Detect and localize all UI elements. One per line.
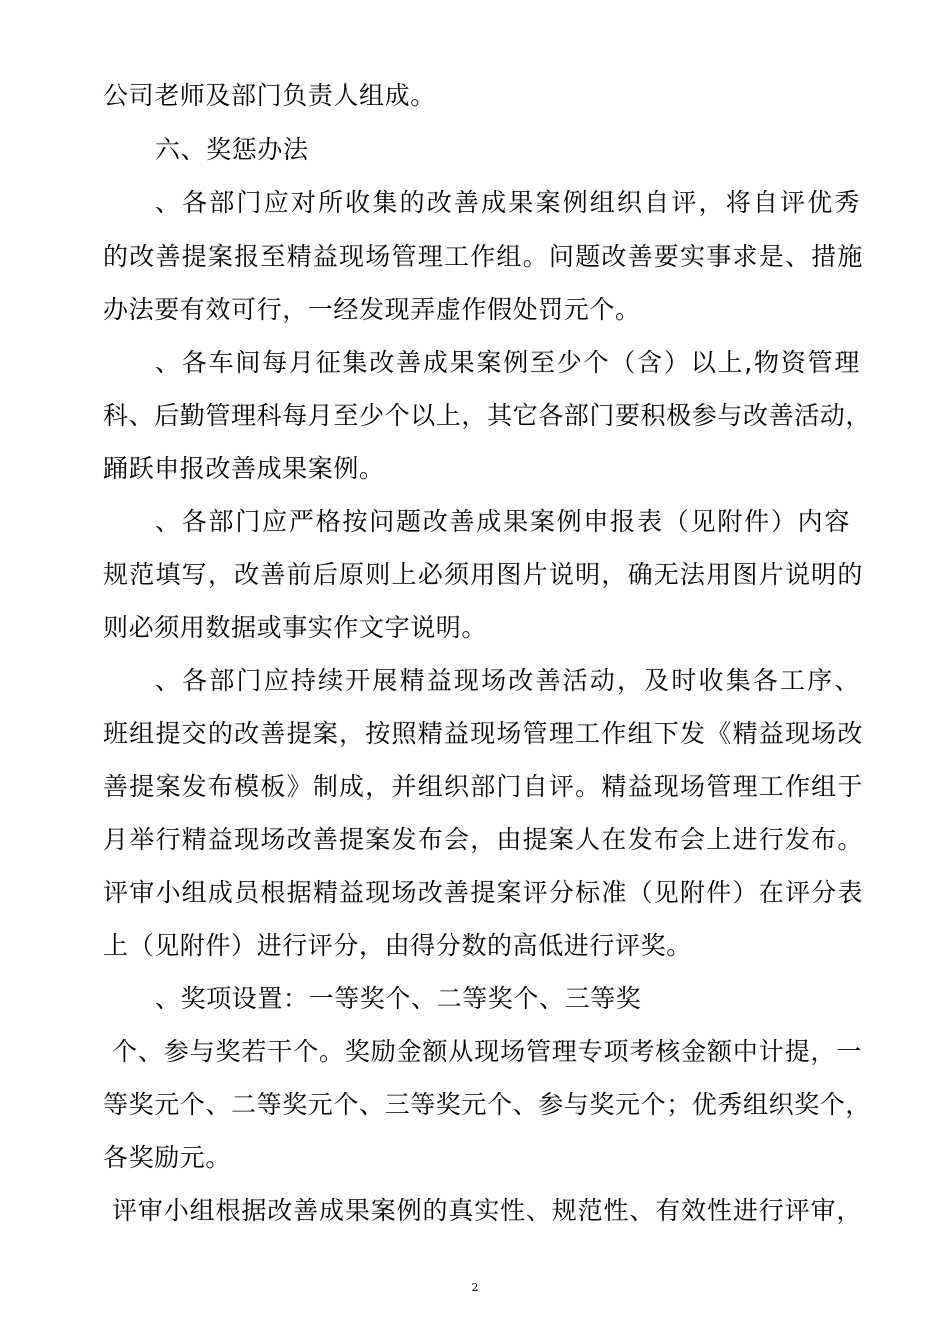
text-line: 踊跃申报改善成果案例。 [103, 454, 385, 483]
text-line: 科、后勤管理科每月至少个以上，其它各部门要积极参与改善活动， [103, 401, 872, 430]
text-line: 个、参与奖若干个。奖励金额从现场管理专项考核金额中计提，一 [112, 1037, 862, 1066]
text-line: 的改善提案报至精益现场管理工作组。问题改善要实事求是、措施 [103, 242, 863, 271]
text-line: 评审小组根据改善成果案例的真实性、规范性、有效性进行评审， [112, 1196, 862, 1225]
text-line: 办法要有效可行，一经发现弄虚作假处罚元个。 [103, 295, 641, 324]
text-line: 、各车间每月征集改善成果案例至少个（含）以上,物资管理 [155, 348, 860, 377]
text-line: 公司老师及部门负责人组成。 [103, 81, 436, 110]
text-line: 则必须用数据或事实作文字说明。 [103, 613, 488, 642]
text-line: 、各部门应严格按问题改善成果案例申报表（见附件）内容 [155, 507, 850, 536]
text-line: 规范填写，改善前后原则上必须用图片说明，确无法用图片说明的 [103, 560, 863, 589]
text-line: 上（见附件）进行评分，由得分数的高低进行评奖。 [103, 931, 692, 960]
text-line: 、奖项设置：一等奖个、二等奖个、三等奖 [155, 984, 642, 1013]
text-line: 、各部门应对所收集的改善成果案例组织自评，将自评优秀 [155, 188, 860, 217]
text-line: 班组提交的改善提案，按照精益现场管理工作组下发《精益现场改 [103, 719, 863, 748]
page-number: 2 [471, 1281, 479, 1294]
text-line: 、各部门应持续开展精益现场改善活动，及时收集各工序、 [155, 666, 860, 695]
text-line: 月举行精益现场改善提案发布会，由提案人在发布会上进行发布。 [103, 825, 863, 854]
text-line: 各奖励元。 [103, 1143, 232, 1172]
section-heading: 六、奖惩办法 [155, 135, 309, 164]
text-line: 评审小组成员根据精益现场改善提案评分标准（见附件）在评分表 [103, 878, 863, 907]
text-line: 等奖元个、二等奖元个、三等奖元个、参与奖元个；优秀组织奖个， [103, 1090, 872, 1119]
text-line: 善提案发布模板》制成，并组织部门自评。精益现场管理工作组于 [103, 772, 863, 801]
